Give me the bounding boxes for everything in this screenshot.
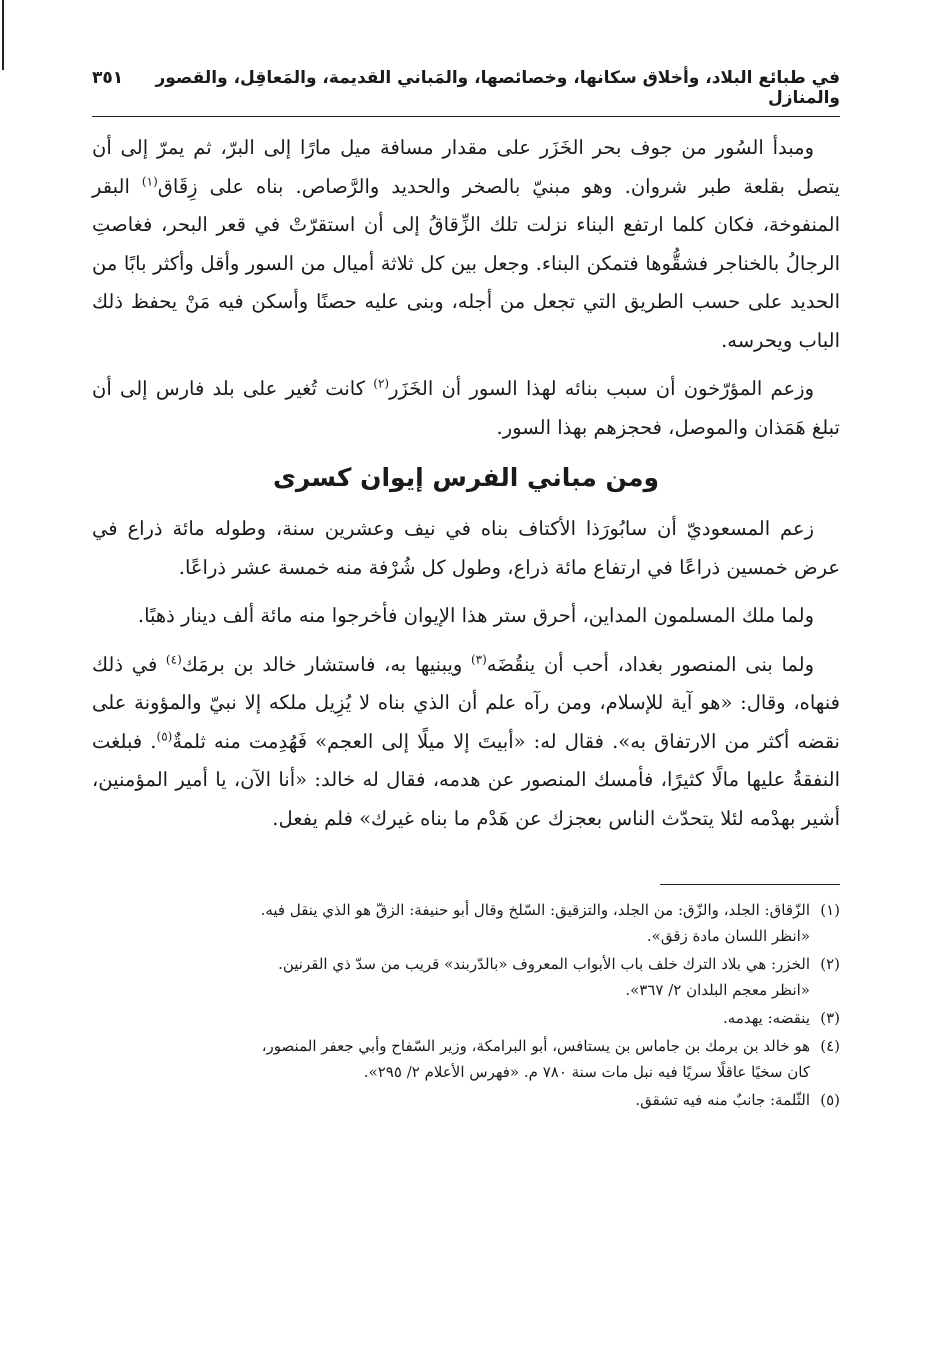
paragraph: ولما ملك المسلمون المداين، أحرق ستر هذا الإيوان فأخرجوا منه مائة ألف دينار ذهبًا. <box>137 604 814 627</box>
running-header <box>92 68 840 117</box>
footnote-number: (١) <box>820 901 840 919</box>
footnote <box>92 897 840 949</box>
binding-edge-line <box>2 0 4 70</box>
footnote-line: الثّلمة: جانبٌ منه فيه تشقق. <box>635 1091 810 1109</box>
running-title: في طبائع البلاد، وأخلاق سكانها، وخصائصها، والمَباني القديمة، والمَعاقِل، والقصور والمنازل <box>155 68 840 108</box>
footnote-marker: (٤) <box>165 652 182 666</box>
footnote <box>92 951 840 1003</box>
footnote <box>92 1033 840 1085</box>
footnote-marker: (٣) <box>470 652 487 666</box>
footnote-divider <box>660 884 840 885</box>
footnote-number: (٤) <box>820 1037 840 1055</box>
footnote-line: «انظر اللسان مادة زقق». <box>646 927 810 945</box>
footnote-number: (٥) <box>820 1091 840 1109</box>
footnote-number: (٢) <box>820 955 840 973</box>
footnote-marker: (٥) <box>156 729 173 743</box>
footnote-line: «انظر معجم البلدان ٢/ ٣٦٧». <box>625 981 810 999</box>
footnote-line: ينقضه: يهدمه. <box>723 1009 810 1027</box>
footnote-line: كان سخيًا عاقلًا سريًا فيه نبل مات سنة ٧٨٠ م. «فهرس الأعلام ٢/ ٢٩٥». <box>363 1063 810 1081</box>
footnote-marker: (١) <box>141 174 158 188</box>
footnote-line: هو خالد بن برمك بن جاماس بن يستافس، أبو البرامكة، وزير السّفاح وأبي جعفر المنصور، <box>261 1037 810 1055</box>
section-heading: ومن مباني الفرس إيوان كسرى <box>272 463 660 492</box>
book-page <box>92 68 840 1115</box>
main-text <box>92 129 840 838</box>
paragraph: ومبدأ السُور من جوف بحر الخَزَر على مقدار مسافة ميل مارًا إلى البرّ، ثم يمرّ إلى أن يتصل بقلعة طبر شروان. وهو مبنيّ بالصخر والحديد والرَّصاص. بناه على زِقَاق$^{(١)}$ البقر المنفوخة، فكان كلما ارتفع البناء نزلت تلك الزِّقاقُ إلى أن استقرّتْ في قعر البحر، فغاصتِ الرجالُ بالخناجر فشقُّوها فتمكن البناء. وجعل بين كل ثلاثة أميال من السور وأقل وأكثر بابًا من الحديد على حسب الطريق التي تجعل من أجله، وبنى عليه حصنًا وأسكن فيه مَنْ يحفظ ذلك الباب ويحرسه. <box>92 136 840 352</box>
footnote-line: الخزر: هي بلاد الترك خلف باب الأبواب المعروف «بالدّربند» قريب من سدّ ذي القرنين. <box>278 955 810 973</box>
footnote <box>92 1087 840 1113</box>
footnote-line: الزّقاق: الجلد، والزّق: من الجلد، والتزقيق: السّلخ وقال أبو حنيفة: الزقّ هو الذي ينقل فيه. <box>260 901 810 919</box>
footnotes <box>92 897 840 1113</box>
paragraph: ولما بنى المنصور بغداد، أحب أن ينقُضَه$^{(٣)}$ ويبنيها به، فاستشار خالد بن برمَك$^{(٤)}$ في ذلك فنهاه، وقال: «هو آية للإسلام، ومن رآه علم أن الذي بناه لا يُزِيل ملكه إلا نبيّ والمؤونة على نقضه أكثر من الارتفاق به». فقال له: «أبيتَ إلا ميلًا إلى العجم» فَهُدِمت منه ثلمةٌ$^{(٥)}$. فبلغت النفقةُ عليها مالًا كثيرًا، فأمسك المنصور عن هدمه، فقال له خالد: «أنا الآن، يا أمير المؤمنين، أشير بهدْمه لئلا يتحدّث الناس بعجزك عن هَدْم ما بناه غيرك» فلم يفعل. <box>92 652 840 830</box>
paragraph: زعم المسعوديّ أن سابُورَذا الأكتاف بناه في نيف وعشرين سنة، وطوله مائة ذراع في عرض خمسين ذراعًا في ارتفاع مائة ذراع، وطول كل شُرْفة منه خمسة عشر ذراعًا. <box>92 517 840 579</box>
footnote <box>92 1005 840 1031</box>
footnote-marker: (٢) <box>373 376 390 391</box>
page-number: ٣٥١ <box>92 68 124 88</box>
paragraph: وزعم المؤرّخون أن سبب بنائه لهذا السور أن الخَزَر$^{(٢)}$ كانت تُغير على بلد فارس إلى أن تبلغ هَمَذان والموصل، فحجزهم بهذا السور. <box>92 376 840 439</box>
footnote-number: (٣) <box>820 1009 840 1027</box>
